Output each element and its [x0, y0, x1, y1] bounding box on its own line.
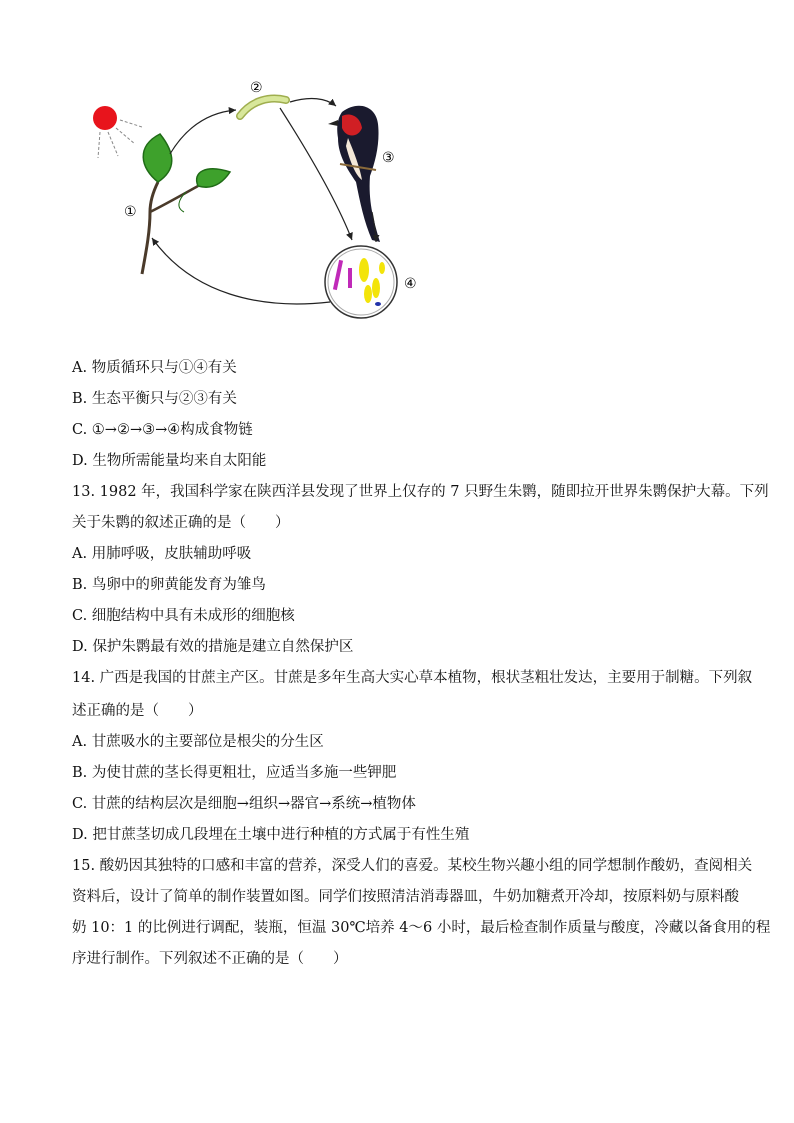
q15-stem-line1: 15. 酸奶因其独特的口感和丰富的营养，深受人们的喜爱。某校生物兴趣小组的同学想制作酸奶，查阅相关	[72, 858, 753, 874]
q13-option-c: C. 细胞结构中具有未成形的细胞核	[72, 608, 295, 624]
q13-option-d: D. 保护朱鹮最有效的措施是建立自然保护区	[72, 639, 354, 655]
q14-option-d: D. 把甘蔗茎切成几段埋在土壤中进行种植的方式属于有性生殖	[72, 827, 470, 843]
plant-icon	[142, 134, 230, 274]
q13-stem-line1: 13. 1982 年，我国科学家在陕西洋县发现了世界上仅存的 7 只野生朱鹮，随即拉开世界朱鹮保护大幕。下列	[72, 484, 769, 500]
q13-option-b: B. 鸟卵中的卵黄能发育为雏鸟	[72, 577, 266, 593]
q12-option-a: A. 物质循环只与①④有关	[72, 360, 237, 376]
q15-stem-line4: 序进行制作。下列叙述不正确的是（ ）	[72, 951, 348, 967]
q14-stem-line2: 述正确的是（ ）	[72, 703, 203, 719]
plant-label: ①	[124, 204, 137, 220]
q13-stem-line2: 关于朱鹮的叙述正确的是（ ）	[72, 515, 290, 531]
q14-option-c: C. 甘蔗的结构层次是细胞→组织→器官→系统→植物体	[72, 796, 416, 812]
bird-label: ③	[382, 150, 395, 166]
caterpillar-icon	[240, 99, 286, 116]
q14-option-b: B. 为使甘蔗的茎长得更粗壮，应适当多施一些钾肥	[72, 765, 397, 781]
food-web-figure	[80, 72, 440, 332]
q14-stem-line1: 14. 广西是我国的甘蔗主产区。甘蔗是多年生高大实心草本植物，根状茎粗壮发达，主要用于制糖。下列叙	[72, 670, 753, 686]
q15-stem-line3: 奶 10：1 的比例进行调配，装瓶，恒温 30℃培养 4～6 小时，最后检查制作质量与酸度，冷藏以备食用的程	[72, 920, 771, 936]
microbes-icon	[325, 246, 397, 318]
q12-option-b: B. 生态平衡只与②③有关	[72, 391, 237, 407]
sun-icon	[93, 106, 142, 158]
insect-label: ②	[250, 80, 263, 96]
q14-option-a: A. 甘蔗吸水的主要部位是根尖的分生区	[72, 734, 324, 750]
q13-option-a: A. 用肺呼吸，皮肤辅助呼吸	[72, 546, 252, 562]
q12-option-c: C. ①→②→③→④构成食物链	[72, 422, 253, 438]
q15-stem-line2: 资料后，设计了简单的制作装置如图。同学们按照清洁消毒器皿，牛奶加糖煮开冷却，按原料奶与原料酸	[72, 889, 739, 905]
q12-option-d: D. 生物所需能量均来自太阳能	[72, 453, 267, 469]
microbes-label: ④	[404, 276, 417, 292]
swallow-icon	[328, 106, 380, 242]
